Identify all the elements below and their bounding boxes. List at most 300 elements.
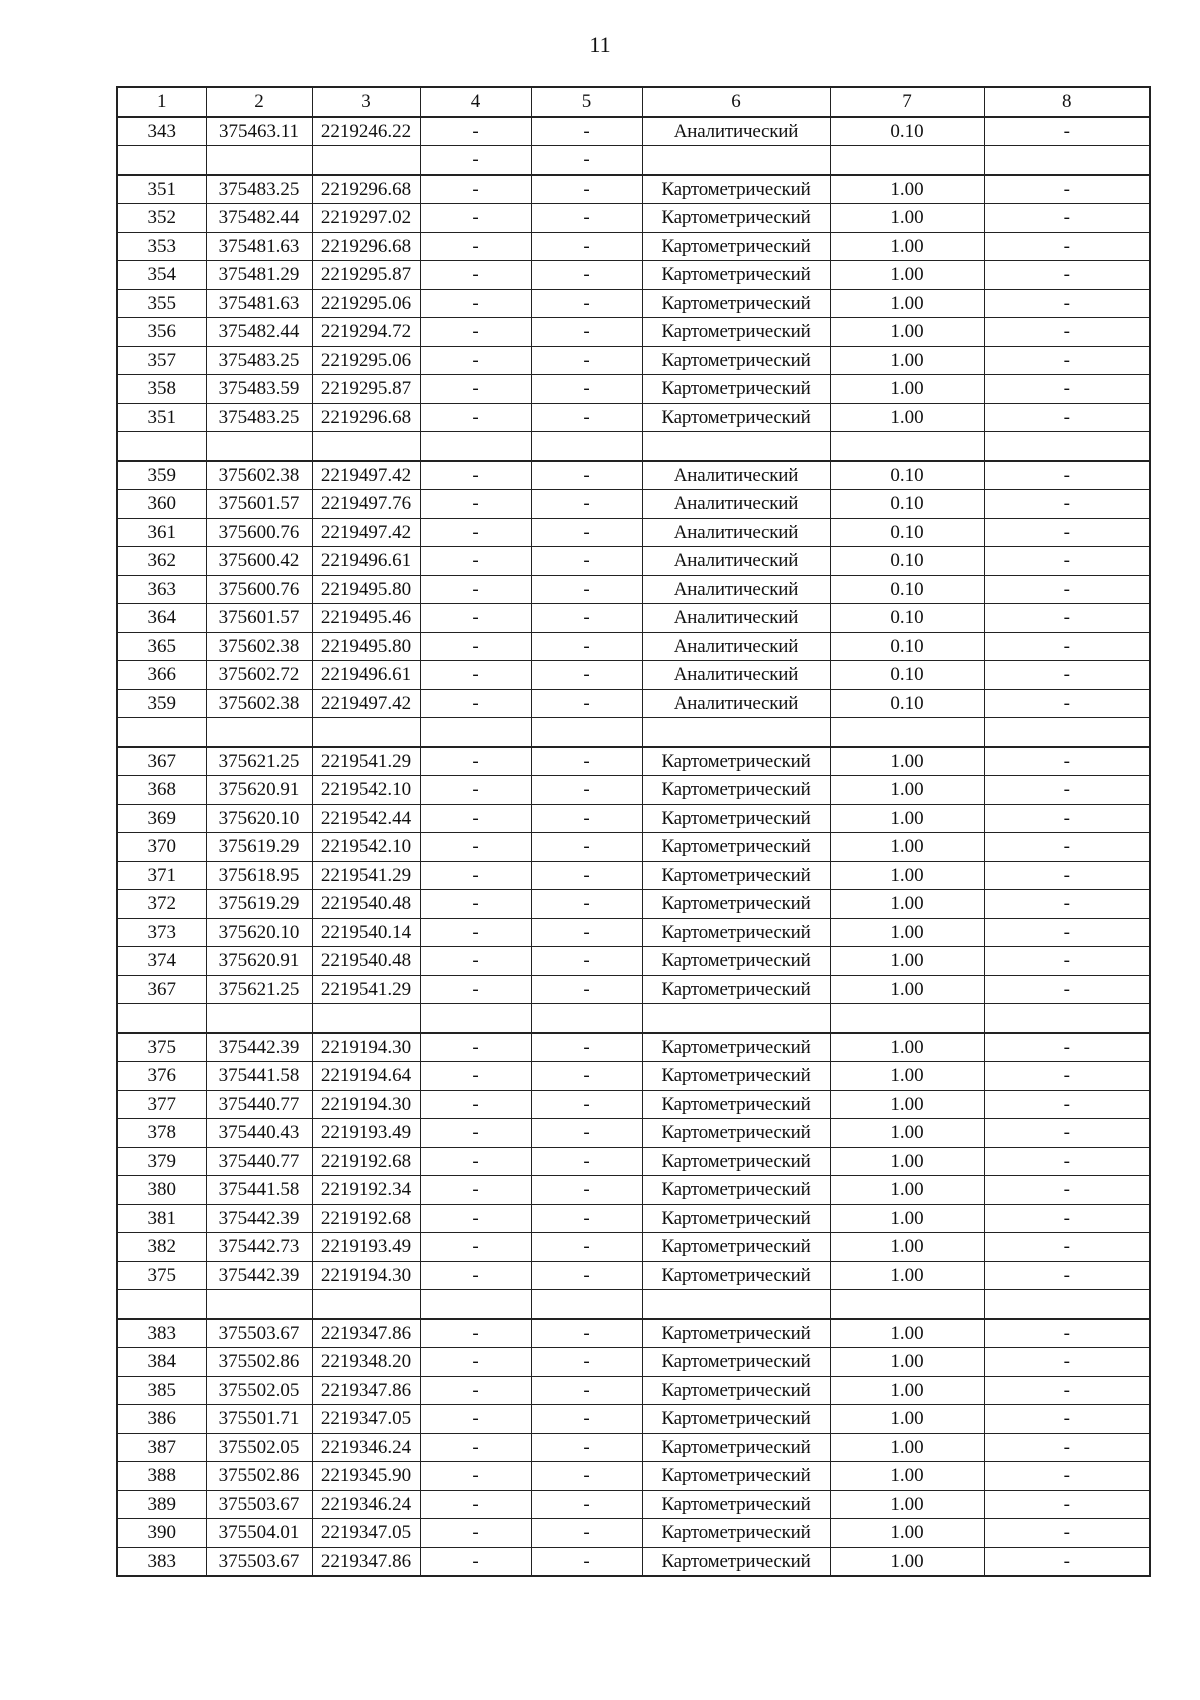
cell-col-5: - [531,661,642,690]
cell-point-number: 356 [117,318,206,347]
table-row [117,890,1150,919]
cell-method: Аналитический [642,461,830,490]
cell-method: Картометрический [642,1547,830,1576]
cell-method: Аналитический [642,518,830,547]
cell-method: Картометрический [642,776,830,805]
table-row [117,1261,1150,1290]
cell-x-coordinate: 375620.10 [206,918,312,947]
cell-method [642,1004,830,1033]
cell-x-coordinate: 375442.39 [206,1033,312,1062]
cell-col-5: - [531,518,642,547]
cell-col-4: - [420,346,531,375]
cell-point-number: 360 [117,490,206,519]
cell-point-number: 354 [117,261,206,290]
cell-y-coordinate: 2219296.68 [312,175,420,204]
cell-x-coordinate [206,1290,312,1319]
cell-accuracy: 1.00 [830,1405,984,1434]
cell-x-coordinate: 375602.38 [206,689,312,718]
cell-col-8: - [984,1033,1150,1062]
cell-x-coordinate: 375442.39 [206,1261,312,1290]
cell-point-number: 366 [117,661,206,690]
table-row [117,1033,1150,1062]
cell-accuracy: 0.10 [830,461,984,490]
cell-y-coordinate [312,1290,420,1319]
cell-col-4: - [420,1405,531,1434]
cell-col-4: - [420,947,531,976]
cell-y-coordinate: 2219347.05 [312,1519,420,1548]
cell-accuracy [830,1290,984,1319]
cell-point-number: 389 [117,1490,206,1519]
cell-col-4: - [420,604,531,633]
cell-point-number: 355 [117,289,206,318]
cell-y-coordinate: 2219194.30 [312,1033,420,1062]
cell-y-coordinate: 2219296.68 [312,232,420,261]
cell-accuracy: 1.00 [830,1547,984,1576]
cell-method: Картометрический [642,918,830,947]
cell-col-4: - [420,1062,531,1091]
table-row [117,175,1150,204]
cell-col-5: - [531,776,642,805]
cell-method: Картометрический [642,1433,830,1462]
cell-x-coordinate: 375481.63 [206,289,312,318]
cell-method: Картометрический [642,1204,830,1233]
cell-method: Картометрический [642,261,830,290]
table-row [117,1090,1150,1119]
cell-point-number: 372 [117,890,206,919]
cell-method: Картометрический [642,975,830,1004]
cell-x-coordinate: 375503.67 [206,1547,312,1576]
cell-y-coordinate: 2219192.68 [312,1204,420,1233]
table-row [117,375,1150,404]
cell-col-5: - [531,861,642,890]
cell-accuracy: 1.00 [830,289,984,318]
cell-method: Картометрический [642,1319,830,1348]
cell-col-5: - [531,175,642,204]
cell-point-number: 384 [117,1348,206,1377]
cell-col-5 [531,1004,642,1033]
cell-point-number: 368 [117,776,206,805]
cell-col-5: - [531,689,642,718]
cell-col-8: - [984,632,1150,661]
cell-method: Картометрический [642,1090,830,1119]
table-row [117,490,1150,519]
table-row [117,1004,1150,1033]
table-row [117,1204,1150,1233]
cell-method: Аналитический [642,604,830,633]
cell-col-5 [531,432,642,461]
cell-col-8: - [984,1119,1150,1148]
table-row [117,1376,1150,1405]
cell-col-4 [420,1004,531,1033]
cell-y-coordinate: 2219295.87 [312,261,420,290]
cell-y-coordinate: 2219192.34 [312,1176,420,1205]
table-row [117,1062,1150,1091]
cell-x-coordinate: 375442.39 [206,1204,312,1233]
cell-col-8: - [984,518,1150,547]
cell-col-8: - [984,232,1150,261]
cell-method: Картометрический [642,1490,830,1519]
cell-col-5: - [531,346,642,375]
cell-col-8: - [984,1547,1150,1576]
table-row [117,1119,1150,1148]
cell-col-5: - [531,1433,642,1462]
cell-col-5: - [531,318,642,347]
cell-point-number [117,1290,206,1319]
cell-x-coordinate: 375600.76 [206,518,312,547]
cell-col-5: - [531,1204,642,1233]
cell-y-coordinate: 2219496.61 [312,661,420,690]
cell-col-4: - [420,804,531,833]
cell-point-number [117,718,206,747]
cell-point-number: 383 [117,1319,206,1348]
cell-y-coordinate: 2219297.02 [312,204,420,233]
cell-col-5: - [531,747,642,776]
cell-col-8 [984,146,1150,175]
cell-method: Аналитический [642,661,830,690]
cell-accuracy: 1.00 [830,747,984,776]
cell-x-coordinate: 375503.67 [206,1490,312,1519]
coordinates-table [116,86,1151,1577]
cell-x-coordinate: 375502.86 [206,1348,312,1377]
cell-col-4: - [420,1147,531,1176]
table-row [117,1176,1150,1205]
cell-method: Картометрический [642,804,830,833]
cell-method: Аналитический [642,575,830,604]
cell-col-4: - [420,1490,531,1519]
column-header-2: 2 [206,87,312,117]
cell-method: Картометрический [642,1376,830,1405]
cell-x-coordinate: 375483.25 [206,346,312,375]
cell-x-coordinate: 375621.25 [206,975,312,1004]
cell-method: Картометрический [642,375,830,404]
cell-y-coordinate: 2219541.29 [312,747,420,776]
cell-x-coordinate: 375441.58 [206,1062,312,1091]
cell-y-coordinate: 2219347.86 [312,1376,420,1405]
cell-method: Аналитический [642,689,830,718]
cell-col-8: - [984,490,1150,519]
cell-point-number: 358 [117,375,206,404]
cell-method: Картометрический [642,318,830,347]
cell-y-coordinate: 2219497.42 [312,518,420,547]
cell-col-5: - [531,1261,642,1290]
cell-accuracy: 1.00 [830,175,984,204]
table-row [117,1233,1150,1262]
cell-x-coordinate: 375602.38 [206,632,312,661]
cell-col-5: - [531,204,642,233]
table-row [117,975,1150,1004]
cell-col-5: - [531,289,642,318]
cell-accuracy [830,718,984,747]
cell-col-8: - [984,346,1150,375]
cell-col-4: - [420,204,531,233]
cell-method: Картометрический [642,1062,830,1091]
cell-col-4: - [420,146,531,175]
cell-x-coordinate: 375482.44 [206,318,312,347]
cell-point-number: 379 [117,1147,206,1176]
cell-col-5 [531,1290,642,1319]
cell-col-5: - [531,890,642,919]
cell-col-4 [420,1290,531,1319]
cell-col-8: - [984,547,1150,576]
cell-accuracy: 1.00 [830,776,984,805]
cell-accuracy: 0.10 [830,661,984,690]
cell-accuracy: 1.00 [830,1261,984,1290]
column-header-5: 5 [531,87,642,117]
table-row [117,1319,1150,1348]
table-row [117,1348,1150,1377]
cell-x-coordinate: 375502.05 [206,1433,312,1462]
table-row [117,461,1150,490]
cell-y-coordinate: 2219540.14 [312,918,420,947]
cell-x-coordinate: 375503.67 [206,1319,312,1348]
table-row [117,833,1150,862]
cell-col-4: - [420,1119,531,1148]
cell-x-coordinate: 375463.11 [206,117,312,146]
cell-col-4: - [420,833,531,862]
cell-x-coordinate: 375481.29 [206,261,312,290]
cell-y-coordinate: 2219194.30 [312,1090,420,1119]
cell-accuracy: 1.00 [830,261,984,290]
cell-accuracy: 1.00 [830,1462,984,1491]
cell-col-4: - [420,632,531,661]
cell-col-8 [984,432,1150,461]
cell-point-number: 380 [117,1176,206,1205]
cell-col-4: - [420,747,531,776]
cell-col-8: - [984,375,1150,404]
cell-point-number [117,1004,206,1033]
table-row [117,718,1150,747]
cell-y-coordinate: 2219497.42 [312,461,420,490]
cell-point-number: 367 [117,747,206,776]
cell-accuracy: 1.00 [830,1319,984,1348]
cell-y-coordinate: 2219346.24 [312,1490,420,1519]
cell-point-number: 371 [117,861,206,890]
cell-col-4: - [420,1376,531,1405]
cell-point-number: 377 [117,1090,206,1119]
cell-x-coordinate: 375482.44 [206,204,312,233]
table-row [117,232,1150,261]
cell-point-number: 351 [117,175,206,204]
cell-x-coordinate: 375620.91 [206,947,312,976]
table-row [117,804,1150,833]
cell-col-8: - [984,1319,1150,1348]
cell-col-8: - [984,1348,1150,1377]
cell-x-coordinate: 375602.38 [206,461,312,490]
cell-col-8: - [984,1376,1150,1405]
cell-col-4: - [420,1433,531,1462]
cell-accuracy: 1.00 [830,1519,984,1548]
cell-col-4: - [420,890,531,919]
cell-col-5: - [531,947,642,976]
cell-accuracy: 1.00 [830,918,984,947]
cell-point-number: 357 [117,346,206,375]
table-row [117,261,1150,290]
cell-col-5: - [531,232,642,261]
cell-x-coordinate: 375501.71 [206,1405,312,1434]
cell-col-4 [420,432,531,461]
cell-col-4: - [420,1261,531,1290]
column-header-8: 8 [984,87,1150,117]
table-row [117,403,1150,432]
cell-y-coordinate: 2219542.10 [312,776,420,805]
cell-col-8: - [984,1462,1150,1491]
cell-method: Аналитический [642,547,830,576]
cell-point-number: 375 [117,1261,206,1290]
cell-method: Картометрический [642,861,830,890]
column-header-6: 6 [642,87,830,117]
cell-col-4: - [420,1090,531,1119]
cell-y-coordinate: 2219193.49 [312,1233,420,1262]
cell-col-4: - [420,318,531,347]
cell-y-coordinate [312,432,420,461]
page-number: 11 [589,32,611,57]
cell-point-number: 383 [117,1547,206,1576]
cell-col-5: - [531,918,642,947]
cell-col-8: - [984,575,1150,604]
cell-y-coordinate: 2219347.05 [312,1405,420,1434]
cell-point-number: 352 [117,204,206,233]
cell-method: Картометрический [642,232,830,261]
cell-point-number: 364 [117,604,206,633]
table-row [117,947,1150,976]
cell-accuracy: 1.00 [830,1348,984,1377]
table-header [117,87,1150,117]
cell-col-5: - [531,975,642,1004]
cell-col-4: - [420,547,531,576]
cell-col-4: - [420,232,531,261]
cell-x-coordinate: 375620.10 [206,804,312,833]
cell-y-coordinate: 2219497.76 [312,490,420,519]
cell-col-5: - [531,1519,642,1548]
cell-x-coordinate: 375440.43 [206,1119,312,1148]
cell-y-coordinate: 2219192.68 [312,1147,420,1176]
cell-method: Картометрический [642,289,830,318]
cell-point-number: 373 [117,918,206,947]
cell-y-coordinate [312,1004,420,1033]
table-row [117,146,1150,175]
cell-col-4: - [420,918,531,947]
cell-accuracy: 1.00 [830,833,984,862]
cell-col-4: - [420,1319,531,1348]
table-row [117,604,1150,633]
cell-accuracy: 1.00 [830,1433,984,1462]
cell-col-5: - [531,403,642,432]
cell-col-4: - [420,1176,531,1205]
cell-y-coordinate: 2219295.87 [312,375,420,404]
cell-col-4: - [420,117,531,146]
cell-accuracy: 1.00 [830,804,984,833]
cell-col-4: - [420,1519,531,1548]
cell-y-coordinate: 2219348.20 [312,1348,420,1377]
cell-method: Картометрический [642,1147,830,1176]
cell-method: Картометрический [642,747,830,776]
cell-col-4: - [420,1204,531,1233]
cell-y-coordinate: 2219346.24 [312,1433,420,1462]
table-row [117,575,1150,604]
table-row [117,289,1150,318]
cell-col-8: - [984,1490,1150,1519]
cell-y-coordinate: 2219541.29 [312,975,420,1004]
cell-method: Картометрический [642,1261,830,1290]
cell-point-number: 382 [117,1233,206,1262]
column-header-3: 3 [312,87,420,117]
cell-col-5: - [531,604,642,633]
table-row [117,1519,1150,1548]
cell-point-number: 381 [117,1204,206,1233]
cell-col-4: - [420,861,531,890]
cell-y-coordinate: 2219496.61 [312,547,420,576]
cell-accuracy: 1.00 [830,403,984,432]
table-row [117,776,1150,805]
cell-x-coordinate [206,146,312,175]
cell-col-5: - [531,1062,642,1091]
cell-point-number: 365 [117,632,206,661]
column-header-7: 7 [830,87,984,117]
cell-col-5: - [531,632,642,661]
cell-x-coordinate: 375620.91 [206,776,312,805]
cell-y-coordinate: 2219193.49 [312,1119,420,1148]
cell-y-coordinate: 2219495.80 [312,575,420,604]
cell-accuracy: 1.00 [830,861,984,890]
cell-accuracy: 1.00 [830,1204,984,1233]
cell-method: Картометрический [642,1033,830,1062]
cell-col-8 [984,1004,1150,1033]
cell-x-coordinate: 375602.72 [206,661,312,690]
cell-method: Картометрический [642,1119,830,1148]
table-row [117,661,1150,690]
cell-col-4: - [420,1033,531,1062]
cell-accuracy: 0.10 [830,117,984,146]
cell-col-8: - [984,461,1150,490]
cell-y-coordinate [312,146,420,175]
cell-x-coordinate: 375483.25 [206,403,312,432]
cell-y-coordinate: 2219345.90 [312,1462,420,1491]
cell-x-coordinate: 375600.42 [206,547,312,576]
cell-col-8: - [984,833,1150,862]
cell-x-coordinate: 375601.57 [206,604,312,633]
table-row [117,318,1150,347]
cell-y-coordinate: 2219295.06 [312,346,420,375]
cell-col-8: - [984,403,1150,432]
cell-accuracy: 1.00 [830,1176,984,1205]
cell-y-coordinate: 2219540.48 [312,947,420,976]
cell-col-4: - [420,289,531,318]
cell-accuracy: 0.10 [830,518,984,547]
cell-accuracy: 0.10 [830,689,984,718]
cell-col-8: - [984,1261,1150,1290]
cell-col-4: - [420,461,531,490]
cell-col-5: - [531,1490,642,1519]
cell-col-8: - [984,289,1150,318]
table-row [117,632,1150,661]
column-header-1: 1 [117,87,206,117]
cell-point-number [117,146,206,175]
cell-accuracy: 1.00 [830,232,984,261]
table-row [117,918,1150,947]
cell-x-coordinate [206,718,312,747]
table-row [117,1462,1150,1491]
cell-accuracy [830,1004,984,1033]
cell-method: Картометрический [642,1233,830,1262]
column-header-4: 4 [420,87,531,117]
cell-y-coordinate: 2219542.10 [312,833,420,862]
cell-accuracy: 1.00 [830,947,984,976]
cell-x-coordinate: 375441.58 [206,1176,312,1205]
cell-method: Аналитический [642,490,830,519]
table-row [117,1547,1150,1576]
cell-point-number: 387 [117,1433,206,1462]
cell-col-4: - [420,776,531,805]
